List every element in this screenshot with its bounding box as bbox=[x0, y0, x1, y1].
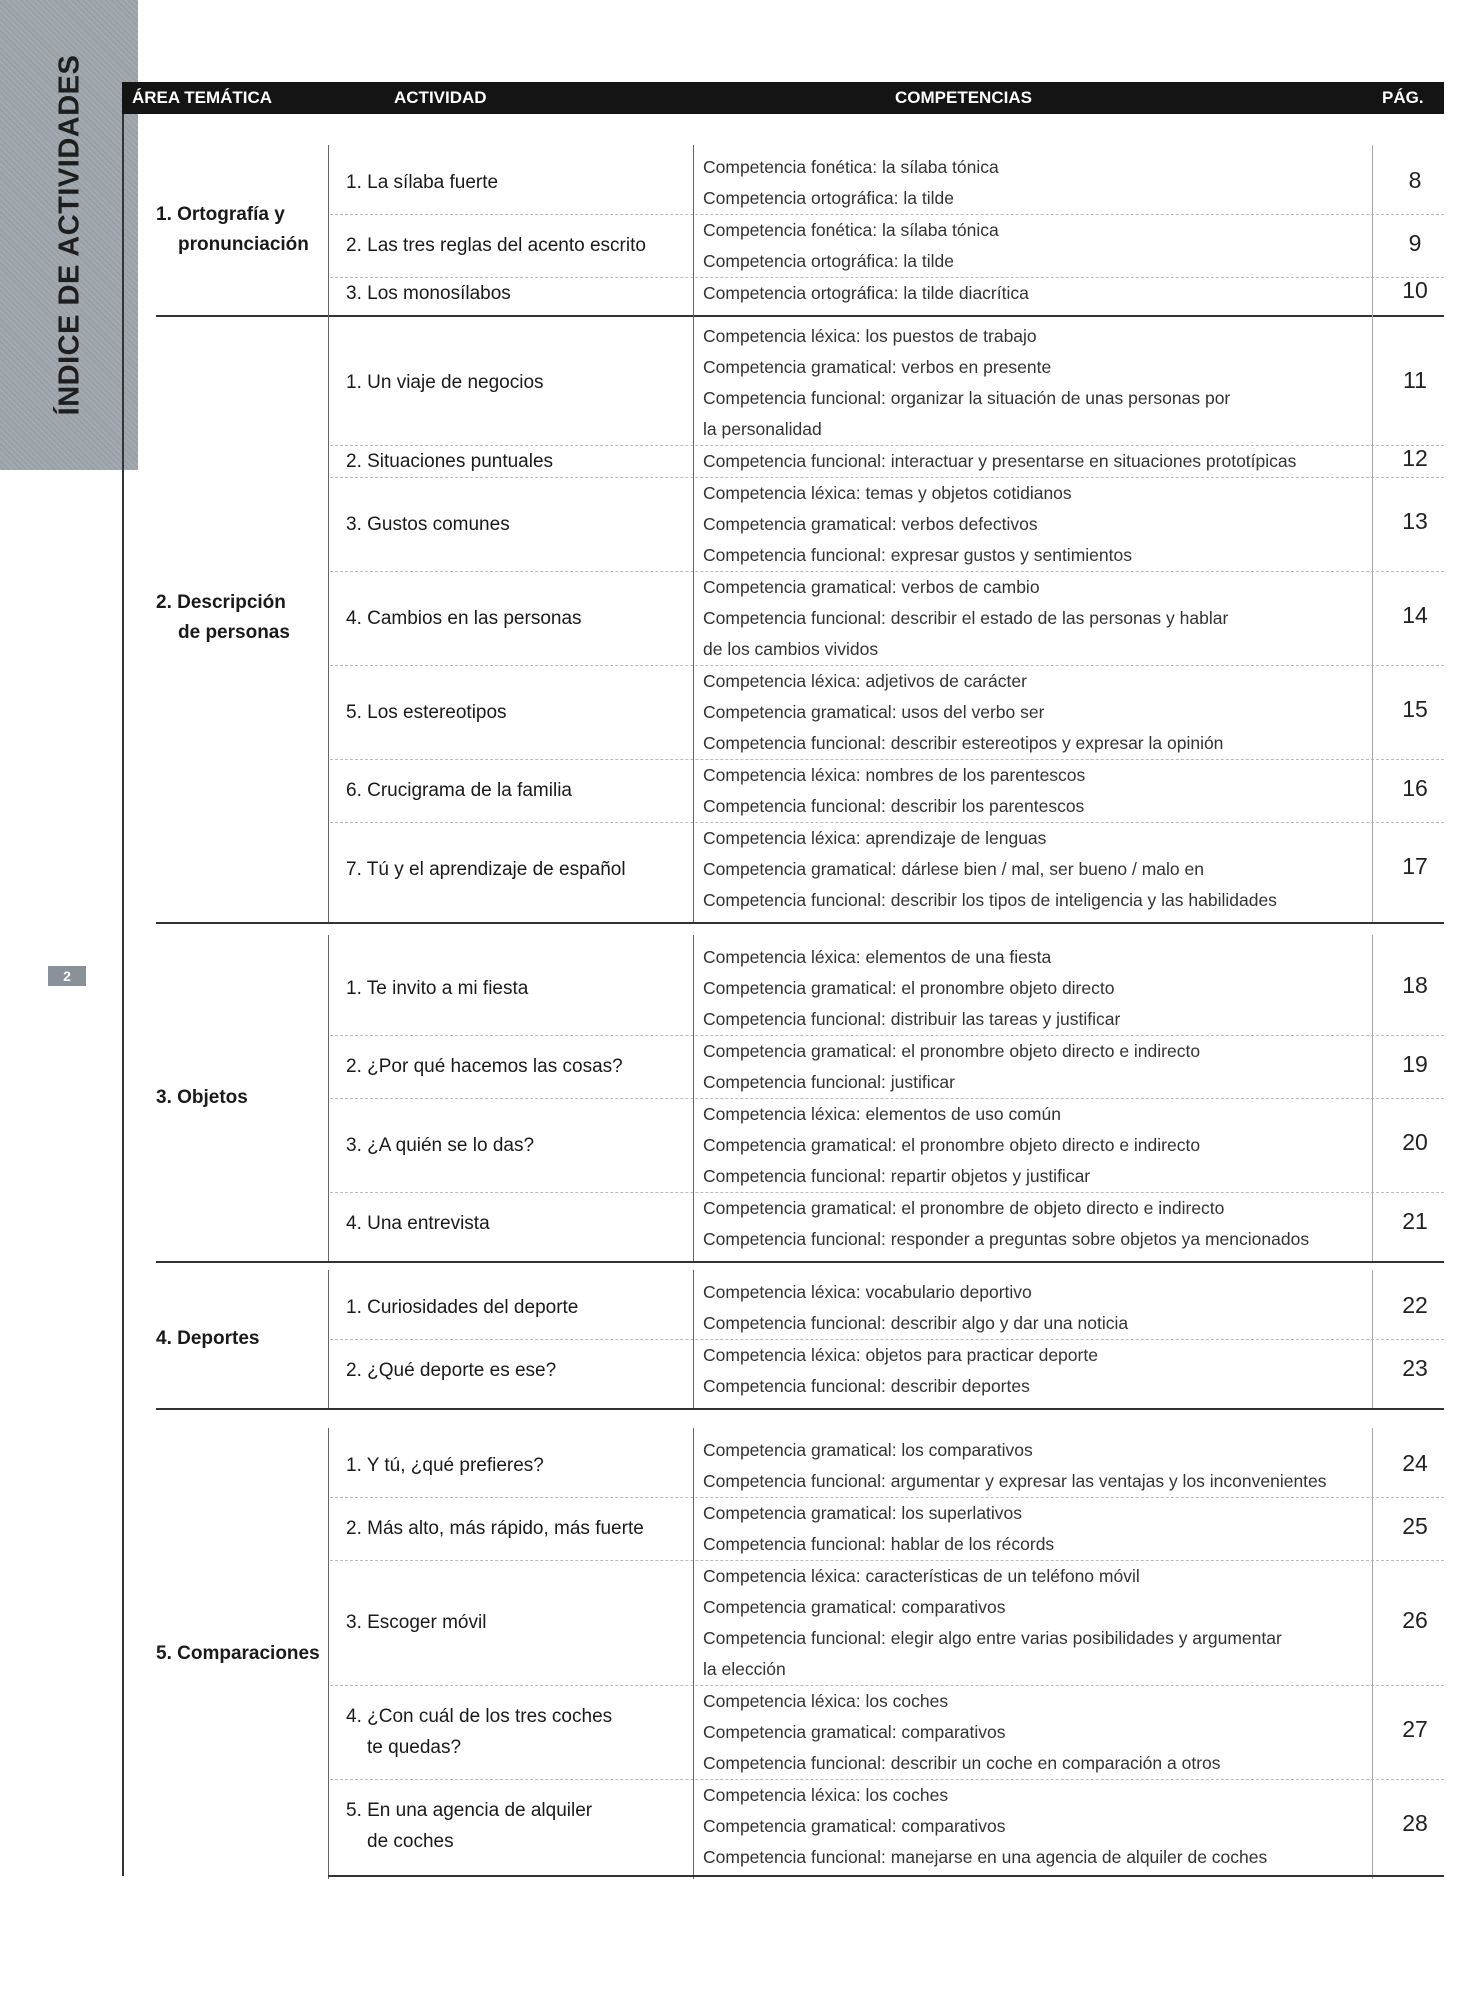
column-rule bbox=[1372, 314, 1373, 922]
competency-line: Competencia gramatical: usos del verbo ser bbox=[703, 701, 1045, 722]
competency-line: Competencia léxica: objetos para practicar deporte bbox=[703, 1344, 1098, 1365]
bottom-rule bbox=[328, 1875, 1444, 1877]
page-ref: 15 bbox=[1402, 696, 1428, 722]
area-label bbox=[156, 1083, 248, 1113]
page-ref: 8 bbox=[1408, 166, 1422, 193]
competency-line: de los cambios vividos bbox=[703, 638, 879, 659]
area-label-line: pronunciación bbox=[178, 234, 309, 255]
area-label bbox=[156, 588, 290, 648]
competency-list bbox=[703, 823, 1277, 916]
page-ref: 13 bbox=[1402, 508, 1428, 534]
competency-list bbox=[703, 572, 1228, 665]
competency-line: Competencia léxica: los coches bbox=[703, 1690, 949, 1711]
column-rule bbox=[1372, 1428, 1373, 1879]
competency-line: Competencia gramatical: el pronombre objeto directo e indirecto bbox=[703, 1134, 1201, 1155]
activity-title-line: 7. Tú y el aprendizaje de español bbox=[346, 858, 626, 880]
competency-line: Competencia ortográfica: la tilde bbox=[703, 187, 954, 208]
page-ref: 26 bbox=[1402, 1606, 1428, 1633]
column-rule bbox=[1372, 1270, 1373, 1408]
competency-list bbox=[703, 1435, 1327, 1497]
activity-title-line: 2. ¿Por qué hacemos las cosas? bbox=[346, 1056, 623, 1077]
page-ref: 11 bbox=[1403, 366, 1427, 393]
activity-title bbox=[346, 1208, 490, 1239]
column-rule bbox=[328, 1270, 329, 1408]
page-ref: 14 bbox=[1402, 602, 1428, 628]
competency-list bbox=[703, 760, 1085, 822]
page-ref: 20 bbox=[1402, 1129, 1428, 1155]
competency-line: Competencia fonética: la sílaba tónica bbox=[703, 219, 999, 240]
page-ref: 18 bbox=[1402, 972, 1428, 998]
section-rule bbox=[156, 315, 1444, 317]
competency-line: Competencia funcional: justificar bbox=[703, 1071, 955, 1092]
activity-title-line: 2. ¿Qué deporte es ese? bbox=[346, 1360, 557, 1381]
page-number: 2 bbox=[48, 966, 86, 986]
activity-title-line: de coches bbox=[367, 1831, 454, 1852]
competency-line: Competencia ortográfica: la tilde diacrítica bbox=[703, 282, 1029, 303]
activity-title bbox=[346, 697, 507, 728]
page-ref: 28 bbox=[1402, 1810, 1428, 1836]
competency-line: Competencia gramatical: el pronombre objeto directo e indirecto bbox=[703, 1040, 1201, 1061]
column-rule bbox=[1372, 935, 1373, 1261]
area-label-line: de personas bbox=[178, 622, 290, 643]
competency-line: Competencia gramatical: comparativos bbox=[703, 1596, 1006, 1617]
competency-line: Competencia léxica: temas y objetos cotidianos bbox=[703, 482, 1072, 503]
competency-list bbox=[703, 1193, 1309, 1255]
activity-title-line: 4. Cambios en las personas bbox=[346, 607, 582, 629]
column-rule bbox=[693, 314, 694, 922]
activity-title-line: 1. Te invito a mi fiesta bbox=[346, 977, 529, 999]
activity-title-line: te quedas? bbox=[367, 1737, 462, 1758]
column-rule bbox=[328, 935, 329, 1261]
competency-line: Competencia funcional: hablar de los récords bbox=[703, 1533, 1055, 1554]
page-ref: 23 bbox=[1402, 1354, 1428, 1381]
competency-line: Competencia funcional: distribuir las tareas y justificar bbox=[703, 1008, 1121, 1029]
competency-list bbox=[703, 666, 1223, 759]
activity-title bbox=[346, 367, 544, 398]
competency-line: Competencia funcional: manejarse en una agencia de alquiler de coches bbox=[703, 1846, 1268, 1867]
activity-title-line: 4. ¿Con cuál de los tres coches bbox=[346, 1706, 613, 1727]
activity-title-line: 3. ¿A quién se lo das? bbox=[346, 1134, 535, 1156]
section-rule bbox=[156, 1261, 1444, 1263]
competency-line: Competencia gramatical: verbos de cambio bbox=[703, 576, 1040, 597]
competency-line: Competencia léxica: los coches bbox=[703, 1784, 949, 1805]
activity-title-line: 4. Una entrevista bbox=[346, 1213, 490, 1234]
column-rule bbox=[1372, 145, 1373, 315]
column-rule bbox=[328, 1428, 329, 1879]
activity-title bbox=[346, 1701, 612, 1763]
competency-line: Competencia funcional: interactuar y presentarse en situaciones prototípicas bbox=[703, 450, 1297, 471]
competency-line: Competencia léxica: vocabulario deportivo bbox=[703, 1281, 1032, 1302]
activity-title-line: 3. Los monosílabos bbox=[346, 282, 511, 304]
activity-title bbox=[346, 509, 510, 540]
section-rule bbox=[156, 922, 1444, 924]
activity-title bbox=[346, 1607, 486, 1638]
page-ref: 25 bbox=[1402, 1512, 1428, 1539]
page-ref: 12 bbox=[1402, 445, 1428, 471]
competency-list bbox=[703, 1498, 1054, 1560]
competency-list bbox=[703, 446, 1296, 477]
column-rule bbox=[693, 145, 694, 315]
header-competencies: COMPETENCIAS bbox=[895, 88, 1032, 107]
competency-line: Competencia ortográfica: la tilde bbox=[703, 250, 954, 271]
page-ref: 27 bbox=[1402, 1716, 1428, 1742]
competency-list bbox=[703, 478, 1132, 571]
activity-title-line: 3. Escoger móvil bbox=[346, 1612, 487, 1633]
competency-line: Competencia funcional: expresar gustos y sentimientos bbox=[703, 544, 1132, 565]
competency-line: Competencia funcional: describir los tipos de inteligencia y las habilidades bbox=[703, 889, 1277, 910]
competency-list bbox=[703, 1340, 1098, 1402]
activity-title bbox=[346, 973, 528, 1004]
competency-list bbox=[703, 278, 1029, 309]
activity-title-line: 5. En una agencia de alquiler bbox=[346, 1800, 593, 1821]
header-area: ÁREA TEMÁTICA bbox=[132, 88, 273, 107]
competency-list bbox=[703, 1036, 1200, 1098]
page-ref: 22 bbox=[1402, 1291, 1428, 1318]
competency-list bbox=[703, 1686, 1221, 1779]
area-label-line: 1. Ortografía y bbox=[156, 204, 285, 225]
activity-title bbox=[346, 1051, 623, 1082]
competency-line: Competencia fonética: la sílaba tónica bbox=[703, 156, 999, 177]
activity-title bbox=[346, 1450, 544, 1481]
activity-title bbox=[346, 854, 626, 885]
activity-title bbox=[346, 1292, 578, 1323]
activity-title bbox=[346, 230, 646, 261]
page-ref: 19 bbox=[1402, 1050, 1428, 1077]
activity-title bbox=[346, 775, 572, 806]
competency-line: Competencia funcional: organizar la situación de unas personas por bbox=[703, 387, 1231, 408]
competency-line: Competencia gramatical: comparativos bbox=[703, 1721, 1006, 1742]
competency-line: Competencia léxica: los puestos de trabajo bbox=[703, 325, 1037, 346]
activity-title-line: 1. Un viaje de negocios bbox=[346, 372, 544, 393]
competency-list bbox=[703, 152, 999, 214]
competency-line: Competencia funcional: argumentar y expresar las ventajas y los inconvenientes bbox=[703, 1470, 1327, 1491]
competency-list bbox=[703, 1561, 1282, 1685]
area-label-line: 3. Objetos bbox=[156, 1087, 248, 1108]
activity-title-line: 2. Situaciones puntuales bbox=[346, 450, 554, 472]
area-label bbox=[156, 200, 309, 260]
header-activity: ACTIVIDAD bbox=[394, 88, 487, 107]
competency-line: la elección bbox=[703, 1658, 786, 1679]
area-label-line: 5. Comparaciones bbox=[156, 1642, 320, 1664]
area-label-line: 4. Deportes bbox=[156, 1328, 260, 1349]
page-ref: 17 bbox=[1402, 853, 1428, 879]
competency-line: Competencia gramatical: los comparativos bbox=[703, 1439, 1033, 1460]
competency-list bbox=[703, 942, 1120, 1035]
section-rule bbox=[156, 1408, 1444, 1410]
competency-line: Competencia funcional: responder a preguntas sobre objetos ya mencionados bbox=[703, 1228, 1310, 1249]
page-ref: 16 bbox=[1402, 774, 1428, 801]
competency-line: Competencia léxica: elementos de una fiesta bbox=[703, 946, 1052, 967]
competency-line: Competencia funcional: elegir algo entre varias posibilidades y argumentar bbox=[703, 1627, 1282, 1648]
activity-title-line: 1. Curiosidades del deporte bbox=[346, 1297, 579, 1318]
activity-title-line: 2. Más alto, más rápido, más fuerte bbox=[346, 1518, 644, 1539]
activity-title bbox=[346, 603, 582, 634]
competency-line: Competencia léxica: características de un teléfono móvil bbox=[703, 1565, 1140, 1586]
competency-line: Competencia funcional: describir deportes bbox=[703, 1375, 1030, 1396]
competency-list bbox=[703, 1780, 1267, 1873]
column-rule bbox=[693, 1428, 694, 1879]
activity-title bbox=[346, 1130, 534, 1161]
activity-title-line: 3. Gustos comunes bbox=[346, 513, 510, 535]
activity-title-line: 5. Los estereotipos bbox=[346, 701, 507, 723]
competency-line: la personalidad bbox=[703, 418, 822, 439]
page-ref: 24 bbox=[1402, 1449, 1428, 1476]
competency-line: Competencia gramatical: los superlativos bbox=[703, 1502, 1023, 1523]
competency-list bbox=[703, 1277, 1128, 1339]
competency-line: Competencia léxica: elementos de uso común bbox=[703, 1103, 1061, 1124]
activity-title bbox=[346, 1355, 556, 1386]
activity-title bbox=[346, 446, 553, 477]
competency-line: Competencia gramatical: verbos en presente bbox=[703, 356, 1052, 377]
header-page: PÁG. bbox=[1382, 88, 1424, 107]
sidebar-title: ÍNDICE DE ACTIVIDADES bbox=[53, 54, 86, 416]
competency-line: Competencia gramatical: verbos defectivos bbox=[703, 513, 1038, 534]
area-label-line: 2. Descripción bbox=[156, 592, 286, 613]
competency-line: Competencia gramatical: dárlese bien / mal, ser bueno / malo en bbox=[703, 858, 1204, 879]
competency-line: Competencia léxica: adjetivos de carácter bbox=[703, 670, 1027, 691]
page-ref: 9 bbox=[1408, 229, 1422, 256]
competency-line: Competencia funcional: describir el estado de las personas y hablar bbox=[703, 607, 1229, 628]
column-rule bbox=[693, 1270, 694, 1408]
column-rule bbox=[693, 935, 694, 1261]
column-rule bbox=[328, 145, 329, 315]
activity-title-line: 6. Crucigrama de la familia bbox=[346, 780, 572, 801]
activity-title-line: 1. Y tú, ¿qué prefieres? bbox=[346, 1455, 544, 1476]
activity-title bbox=[346, 1513, 644, 1544]
competency-line: Competencia léxica: aprendizaje de lenguas bbox=[703, 827, 1047, 848]
activity-title bbox=[346, 278, 511, 309]
competency-list bbox=[703, 321, 1230, 445]
competency-line: Competencia funcional: describir un coche en comparación a otros bbox=[703, 1752, 1221, 1773]
competency-line: Competencia gramatical: el pronombre objeto directo bbox=[703, 977, 1115, 998]
competency-list bbox=[703, 1099, 1200, 1192]
page-ref: 10 bbox=[1402, 277, 1428, 303]
competency-line: Competencia gramatical: comparativos bbox=[703, 1815, 1006, 1836]
competency-line: Competencia léxica: nombres de los parentescos bbox=[703, 764, 1086, 785]
area-label bbox=[156, 1639, 320, 1669]
column-rule bbox=[328, 314, 329, 922]
activity-title bbox=[346, 1795, 592, 1857]
competency-line: Competencia funcional: describir algo y dar una noticia bbox=[703, 1312, 1129, 1333]
activity-title-line: 1. La sílaba fuerte bbox=[346, 172, 499, 193]
competency-line: Competencia gramatical: el pronombre de objeto directo e indirecto bbox=[703, 1197, 1225, 1218]
page-ref: 21 bbox=[1402, 1207, 1428, 1234]
activity-title bbox=[346, 167, 498, 198]
area-label bbox=[156, 1324, 259, 1354]
competency-list bbox=[703, 215, 999, 277]
competency-line: Competencia funcional: describir los parentescos bbox=[703, 795, 1085, 816]
competency-line: Competencia funcional: describir estereotipos y expresar la opinión bbox=[703, 732, 1224, 753]
activity-title-line: 2. Las tres reglas del acento escrito bbox=[346, 235, 646, 256]
competency-line: Competencia funcional: repartir objetos y justificar bbox=[703, 1165, 1091, 1186]
